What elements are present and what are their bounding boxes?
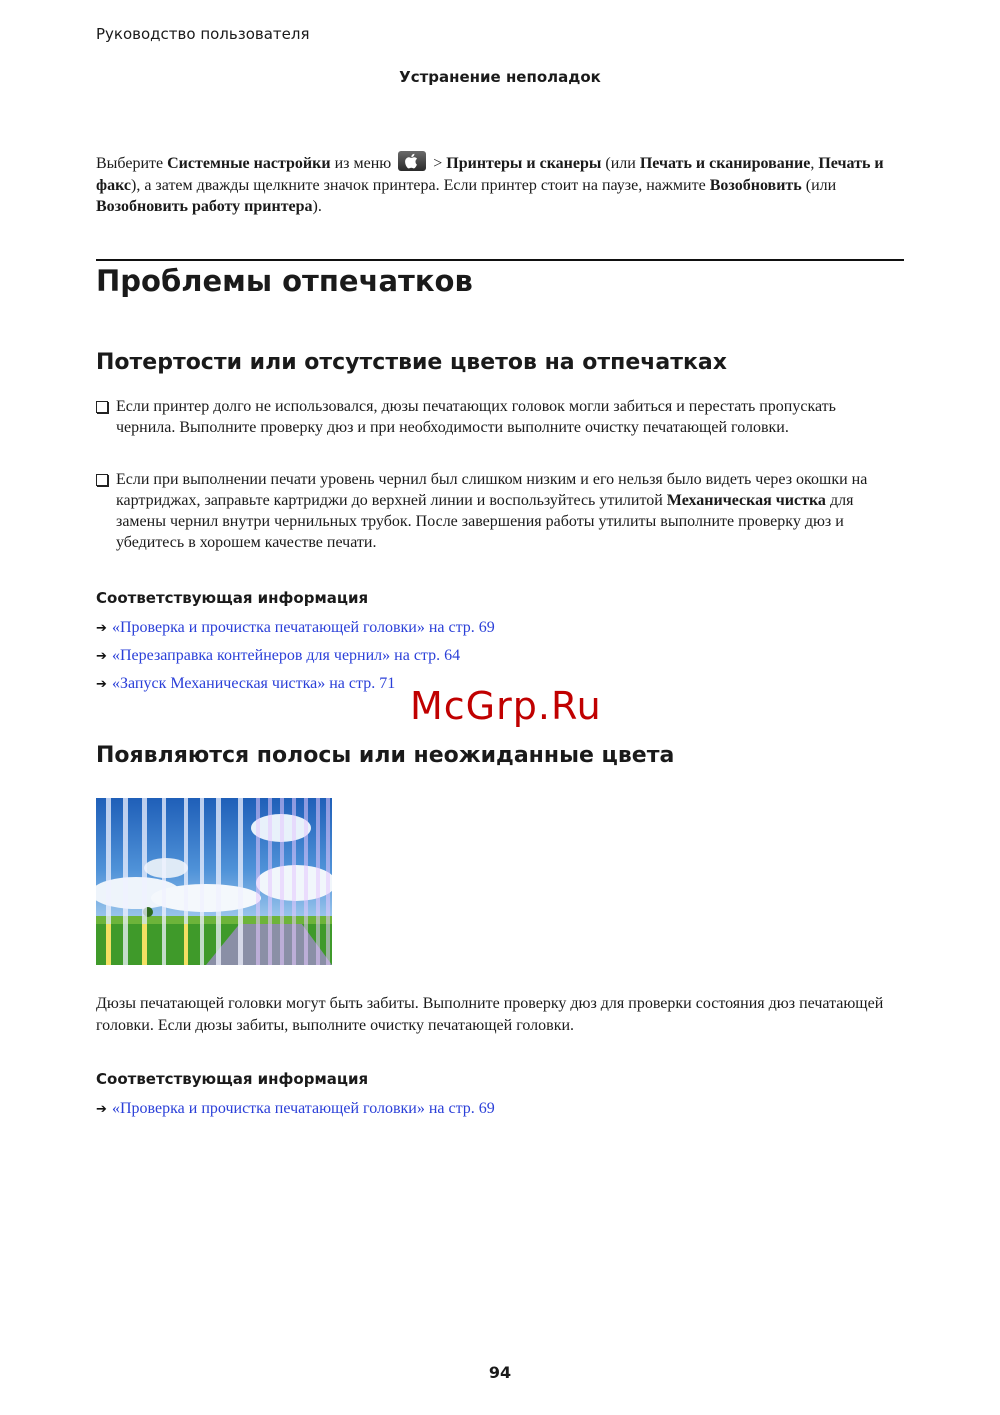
section2-heading: Появляются полосы или неожиданные цвета (96, 743, 675, 768)
list-item: Если принтер долго не использовался, дюзы печатающих головок могли забиться и перестать пропускать чернила. Выполните проверку дюз и при необходимости выполните очистку печатающей головки. (96, 396, 896, 438)
arrow-right-icon: ➔ (96, 677, 107, 692)
section-title: Устранение неполадок (399, 68, 601, 86)
checkbox-bullet-icon (96, 401, 108, 413)
section1-heading: Потертости или отсутствие цветов на отпечатках (96, 350, 727, 375)
arrow-right-icon: ➔ (96, 649, 107, 664)
page-number: 94 (488, 1363, 512, 1382)
related-link[interactable]: ➔ «Проверка и прочистка печатающей головки» на стр. 69 (96, 1098, 495, 1120)
main-heading: Проблемы отпечатков (96, 264, 473, 298)
related-info-heading: Соответствующая информация (96, 589, 369, 607)
heading-rule (96, 259, 904, 261)
related-info-heading: Соответствующая информация (96, 1070, 369, 1088)
related-link[interactable]: ➔ «Запуск Механическая чистка» на стр. 71 (96, 673, 395, 695)
checkbox-bullet-icon (96, 474, 108, 486)
arrow-right-icon: ➔ (96, 1102, 107, 1117)
section2-body: Дюзы печатающей головки могут быть забиты. Выполните проверку дюз для проверки состояния дюз печатающей головки. Если дюзы забиты, выполните очистку печатающей головки. (96, 995, 884, 1034)
running-title: Руководство пользователя (96, 25, 310, 43)
banding-example-image (96, 798, 332, 965)
apple-icon (398, 151, 426, 171)
list-item: Если при выполнении печати уровень чернил был слишком низким и его нельзя было видеть через окошки на картриджах, заправьте картриджи до верхней линии и воспользуйтесь утилитой Механическая чистка для замены чернил внутри чернильных трубок. После завершения работы утилиты выполните проверку дюз и убедитесь в хорошем качестве печати. (96, 469, 896, 553)
intro-paragraph: Выберите Системные настройки из меню > Принтеры и сканеры (или Печать и сканирование, Печать и факс), а затем дважды щелкните значок принтера. Если принтер стоит на паузе, нажмите Возобновить (или Возобновить работу принтера). (96, 151, 896, 218)
watermark: McGrp.Ru (410, 684, 602, 728)
arrow-right-icon: ➔ (96, 621, 107, 636)
related-link[interactable]: ➔ «Перезаправка контейнеров для чернил» на стр. 64 (96, 645, 460, 667)
related-link[interactable]: ➔ «Проверка и прочистка печатающей головки» на стр. 69 (96, 617, 495, 639)
